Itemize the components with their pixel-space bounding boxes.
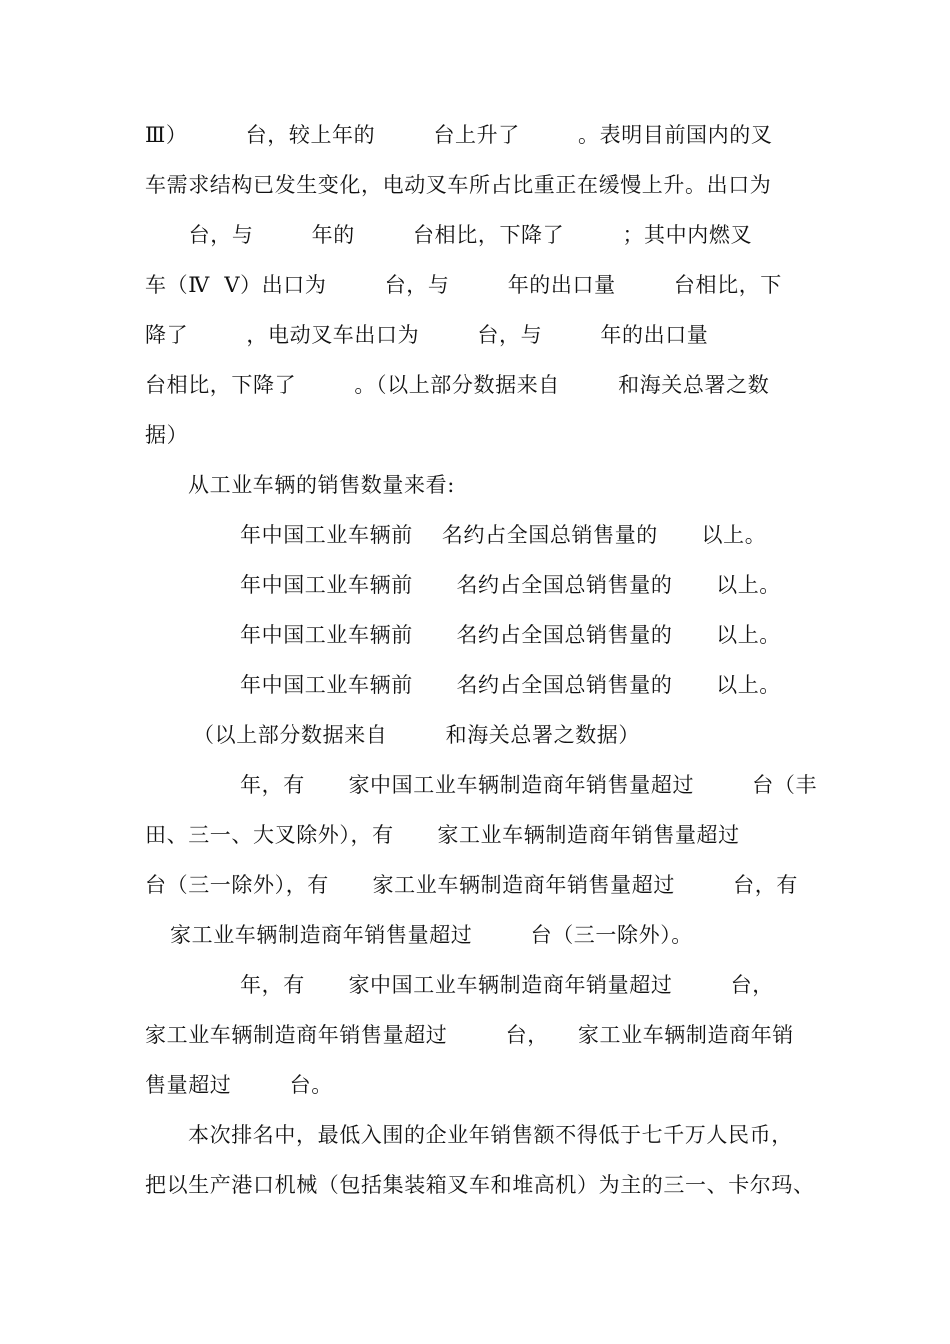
statistic-line: 年中国工业车辆前 名约占全国总销售量的 以上。 bbox=[240, 573, 781, 597]
text-line-15: 田、三一、大叉除外），有 家工业车辆制造商年销售量超过 bbox=[145, 823, 740, 847]
statistic-line: 年中国工业车辆前 名约占全国总销售量的 以上。 bbox=[240, 623, 781, 647]
text-line-4: 车（Ⅳ Ⅴ）出口为 台，与 年的出口量 台相比，下 bbox=[145, 273, 782, 297]
text-line-21: 本次排名中，最低入围的企业年销售额不得低于七千万人民币， bbox=[188, 1123, 793, 1147]
text-line-2: 车需求结构已发生变化，电动叉车所占比重正在缓慢上升。出口为 bbox=[145, 173, 772, 197]
text-line-5: 降了 ，电动叉车出口为 台，与 年的出口量 bbox=[145, 323, 709, 347]
text-line-1: Ⅲ） 台，较上年的 台上升了 。表明目前国内的叉 bbox=[145, 123, 773, 147]
text-line-18: 年，有 家中国工业车辆制造商年销量超过 台， bbox=[240, 973, 774, 997]
statistic-line: 年中国工业车辆前 名约占全国总销售量的 以上。 bbox=[240, 673, 781, 697]
text-line-3: 台，与 年的 台相比，下降了 ；其中内燃叉 bbox=[145, 223, 753, 247]
text-line-22: 把以生产港口机械（包括集装箱叉车和堆高机）为主的三一、卡尔玛、 bbox=[145, 1173, 815, 1197]
text-line-16: 台（三一除外），有 家工业车辆制造商年销售量超过 台，有 bbox=[145, 873, 798, 897]
source-note: （以上部分数据来自 和海关总署之数据） bbox=[193, 723, 641, 747]
text-line-6: 台相比，下降了 。（以上部分数据来自 和海关总署之数 bbox=[145, 373, 770, 397]
text-line-17: 家工业车辆制造商年销售量超过 台（三一除外）。 bbox=[170, 923, 693, 947]
section-heading: 从工业车辆的销售数量来看: bbox=[188, 473, 455, 497]
text-line-20: 售量超过 台。 bbox=[145, 1073, 333, 1097]
statistic-line: 年中国工业车辆前 名约占全国总销售量的 以上。 bbox=[240, 523, 767, 547]
text-line-14: 年，有 家中国工业车辆制造商年销售量超过 台（丰 bbox=[240, 773, 818, 797]
text-line-7: 据） bbox=[145, 423, 189, 447]
text-line-19: 家工业车辆制造商年销售量超过 台， 家工业车辆制造商年销 bbox=[145, 1023, 794, 1047]
